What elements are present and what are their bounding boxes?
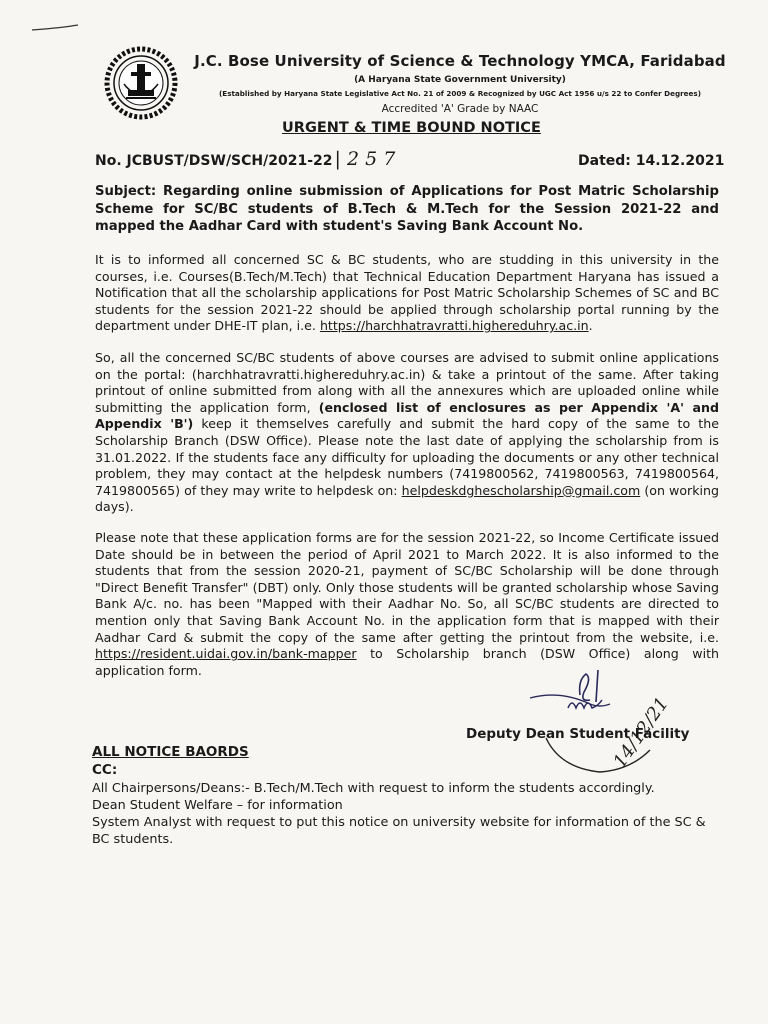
pen-stroke-mark [30, 22, 80, 32]
cc-list [92, 780, 722, 848]
paragraph-2-text-b: keep it themselves carefully and submit the hard copy of the same to the Scholarship Branch (DSW Office). Please note the last date of applying the scholarship from is 31.01.2022. If the students face any difficulty for uploading the documents or any other technical problem, they may contact at the helpdesk numbers (7419800562, 7419800563, 7419800564, 7419800565) of they may write to helpdesk on: [95, 416, 719, 498]
university-seal-icon [104, 46, 178, 120]
paragraph-1 [95, 252, 719, 335]
signature-block [520, 660, 720, 780]
portal-link[interactable]: https://harchhatravratti.highereduhry.ac.in [319, 318, 589, 334]
paragraph-1-text: It is to informed all concerned SC & BC students, who are studding in this university in the courses, i.e. Courses(B.Tech/M.Tech) that Technical Education Department Haryana has issued a Notification that all the scholarship applications for Post Matric Scholarship Schemes of SC and BC students for the session 2021-22 should be applied through scholarship portal running by the department under DHE-IT plan, i.e. [95, 252, 719, 334]
paragraph-2-text-c: (on working days). [95, 482, 719, 515]
cc-item: System Analyst with request to put this notice on university website for information of the SC & BC students. [92, 815, 706, 847]
establishment-note: (Established by Haryana State Legislative Act No. 21 of 2009 & Recognized by UGC Act 1956 u/s 22 to Confer Degrees) [219, 89, 701, 98]
paragraph-2-text-a: So, all the concerned SC/BC students of above courses are advised to submit online applications on the portal: (harchhatravratti.highereduhry.ac.in) & take a printout of the same. After taking printout of online submitted from along with all the annexures which are uploaded online while submitting the application form, [95, 350, 719, 415]
signer-designation: Deputy Dean Student Facility [466, 726, 690, 742]
notice-date: Dated: 14.12.2021 [578, 153, 725, 169]
subject-line: Subject: Regarding online submission of Applications for Post Matric Scholarship Scheme for SC/BC students of B.Tech & M.Tech for the Session 2021-22 and mapped the Aadhar Card with student's Saving Bank Account No. [95, 184, 719, 234]
university-name: J.C. Bose University of Science & Technology YMCA, Faridabad [194, 52, 726, 70]
notice-title: URGENT & TIME BOUND NOTICE [282, 120, 541, 136]
paragraph-3 [95, 530, 719, 679]
helpdesk-email-link[interactable]: helpdeskdghescholarship@gmail.com [401, 482, 641, 498]
paragraph-2 [95, 350, 719, 516]
appendix-note: (enclosed list of enclosures as per Appendix 'A' and Appendix 'B') [95, 399, 719, 432]
reference-number [95, 148, 395, 170]
university-subtitle: (A Haryana State Government University) [354, 75, 566, 85]
all-notice-boards: ALL NOTICE BAORDS [92, 744, 249, 760]
handwritten-reference-suffix: | 2 5 7 [334, 148, 396, 170]
cc-item: All Chairpersons/Deans:- B.Tech/M.Tech with request to inform the students accordingly. [92, 781, 655, 796]
paragraph-1-end: . [588, 318, 593, 334]
signature-date: 14/12/21 [609, 693, 673, 772]
accreditation: Accredited 'A' Grade by NAAC [381, 103, 539, 115]
paragraph-3-text-b: to Scholarship branch (DSW Office) along with application form. [95, 646, 719, 678]
reference-number-text: No. JCBUST/DSW/SCH/2021-22 [95, 153, 333, 169]
handwritten-signature-icon [520, 660, 720, 780]
cc-item: Dean Student Welfare – for information [92, 798, 343, 813]
bank-mapper-link[interactable]: https://resident.uidai.gov.in/bank-mapper [95, 646, 357, 662]
cc-label: CC: [92, 762, 118, 778]
paragraph-3-text-a: Please note that these application forms are for the session 2021-22, so Income Certificate issued Date should be in between the period of April 2021 to March 2022. It is also informed to the students that from the session 2020-21, payment of SC/BC Scholarship will be done through "Direct Benefit Transfer" (DBT) only. Only those students will be granted scholarship whose Saving Bank A/c. no. has been "Mapped with their Aadhar No. So, all SC/BC students are directed to mention only that Saving Bank Account No. in the application form that is mapped with their Aadhar Card & submit the copy of the same after getting the printout from the website, i.e. [95, 530, 719, 645]
